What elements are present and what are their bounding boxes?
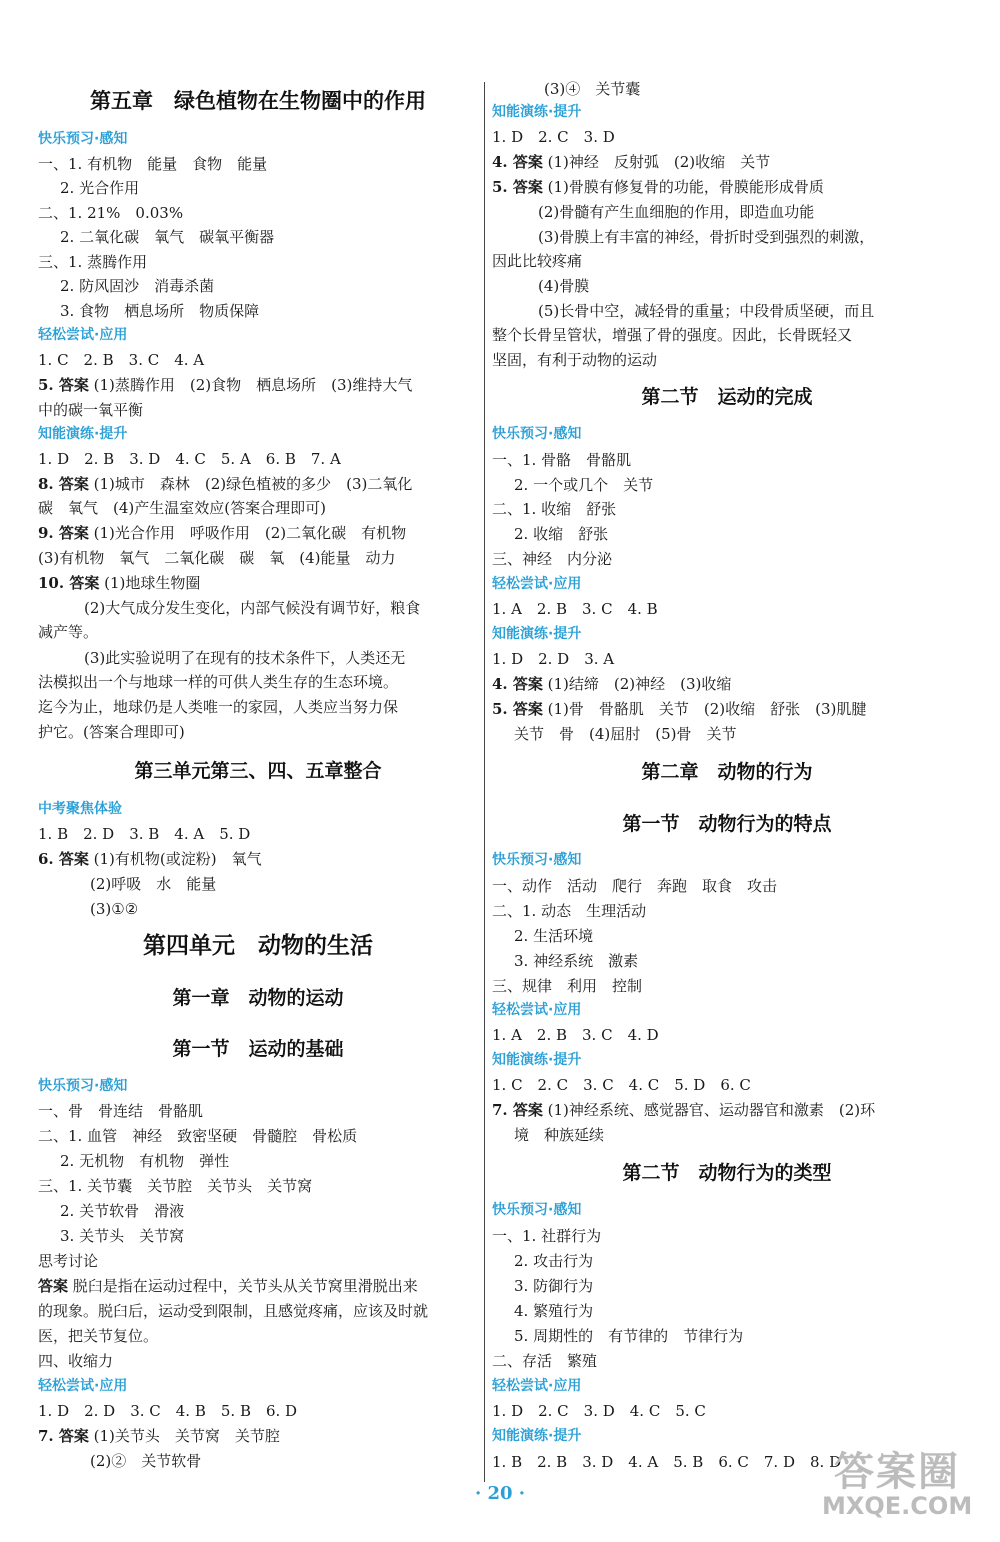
section-1-title: 第一节 动物行为的特点 [622, 813, 832, 835]
answer-line [492, 698, 866, 720]
answer-line: 一、1. 骨骼 骨骼肌 [492, 451, 632, 469]
section-label: 轻松尝试·应用 [492, 1378, 582, 1394]
chapter-2-title: 第二章 动物的行为 [641, 761, 813, 783]
answer-line: (2)大气成分发生变化，内部气候没有调节好，粮食 [84, 599, 421, 617]
section-2-title: 第二节 运动的完成 [641, 386, 813, 408]
answer-line: (4)骨膜 [538, 277, 590, 295]
answer-line: 一、1. 社群行为 [492, 1227, 602, 1245]
answer-line: 1. D 2. C 3. D 4. C 5. C [492, 1402, 706, 1420]
answer-text: (1)蒸腾作用 (2)食物 栖息场所 (3)维持大气 [88, 376, 413, 394]
answer-line: 1. B 2. B 3. D 4. A 5. B 6. C 7. D 8. D [492, 1453, 842, 1471]
answer-line: 医，把关节复位。 [38, 1327, 159, 1345]
answer-line: 1. D 2. C 3. D [492, 128, 615, 146]
answer-line: 碳 氧气 (4)产生温室效应(答案合理即可) [38, 499, 326, 517]
answer-line: 减产等。 [38, 623, 99, 641]
answer-text: (1)地球生物圈 [99, 574, 201, 592]
answer-label: 6. 答案 [38, 850, 89, 868]
section-2-title: 第二节 动物行为的类型 [622, 1162, 832, 1184]
answer-line: 1. D 2. D 3. C 4. B 5. B 6. D [38, 1402, 298, 1420]
answer-label: 4. 答案 [492, 153, 543, 171]
answer-line: 二、存活 繁殖 [492, 1352, 598, 1370]
answer-line: 一、骨 骨连结 骨骼肌 [38, 1102, 204, 1120]
answer-line: 1. D 2. D 3. A [492, 650, 615, 668]
answer-text: (1)城市 森林 (2)绿色植被的多少 (3)二氧化 [88, 475, 413, 493]
answer-text: (1)骨膜有修复骨的功能，骨膜能形成骨质 [542, 178, 824, 196]
answer-line: 整个长骨呈管状，增强了骨的强度。因此，长骨既轻又 [492, 326, 853, 344]
answer-text: (1)关节头 关节窝 关节腔 [88, 1427, 280, 1445]
answer-line: 3. 防御行为 [514, 1277, 594, 1295]
watermark-text: 答案圈 [834, 1449, 960, 1495]
answer-line: 关节 骨 (4)屈肘 (5)骨 关节 [514, 725, 737, 743]
answer-label: 7. 答案 [492, 1101, 543, 1119]
answer-line: 三、规律 利用 控制 [492, 977, 643, 995]
answer-line: 三、神经 内分泌 [492, 550, 613, 568]
answer-line [492, 151, 770, 173]
section-label: 知能演练·提升 [492, 1052, 582, 1068]
answer-line: 因此比较疼痛 [492, 252, 583, 270]
chapter-1-title: 第一章 动物的运动 [172, 987, 344, 1009]
answer-label: 答案 [38, 1277, 69, 1295]
answer-line: 三、1. 蒸腾作用 [38, 253, 148, 271]
answer-text: (1)神经系统、感觉器官、运动器官和激素 (2)环 [542, 1101, 876, 1119]
answer-line: 二、1. 21% 0.03% [38, 204, 184, 222]
column-divider [484, 82, 485, 1482]
answer-line [38, 522, 406, 544]
answer-line: 四、收缩力 [38, 1352, 114, 1370]
answer-line: (3)此实验说明了在现有的技术条件下，人类还无 [84, 649, 406, 667]
answer-label: 7. 答案 [38, 1427, 89, 1445]
answer-line: 二、1. 动态 生理活动 [492, 902, 647, 920]
answer-line: 2. 二氧化碳 氧气 碳氧平衡器 [60, 228, 275, 246]
answer-line: 中的碳一氧平衡 [38, 401, 144, 419]
watermark-url: MXQE.COM [822, 1492, 973, 1520]
section-label: 快乐预习·感知 [38, 1078, 128, 1094]
answer-line [38, 374, 412, 396]
answer-line: 一、动作 活动 爬行 奔跑 取食 攻击 [492, 877, 778, 895]
answer-line: 一、1. 有机物 能量 食物 能量 [38, 155, 268, 173]
section-label: 快乐预习·感知 [492, 1202, 582, 1218]
answer-label: 9. 答案 [38, 524, 89, 542]
section-label: 轻松尝试·应用 [38, 1378, 128, 1394]
answer-line: 二、1. 血管 神经 致密坚硬 骨髓腔 骨松质 [38, 1127, 358, 1145]
answer-line: 二、1. 收缩 舒张 [492, 500, 617, 518]
answer-label: 5. 答案 [38, 376, 89, 394]
answer-line: 1. A 2. B 3. C 4. D [492, 1026, 659, 1044]
answer-line: 1. A 2. B 3. C 4. B [492, 600, 658, 618]
discussion-heading: 思考讨论 [38, 1252, 99, 1270]
answer-label: 5. 答案 [492, 700, 543, 718]
answer-line [492, 176, 824, 198]
section-label: 快乐预习·感知 [492, 426, 582, 442]
answer-label: 4. 答案 [492, 675, 543, 693]
answer-line: (3)骨膜上有丰富的神经，骨折时受到强烈的刺激， [538, 228, 875, 246]
answer-line: 2. 收缩 舒张 [514, 525, 609, 543]
answer-line: 法模拟出一个与地球一样的可供人类生存的生态环境。 [38, 673, 399, 691]
answer-line: 三、1. 关节囊 关节腔 关节头 关节窝 [38, 1177, 313, 1195]
unit-3-summary-title: 第三单元第三、四、五章整合 [134, 760, 382, 782]
answer-text: (1)光合作用 呼吸作用 (2)二氧化碳 有机物 [88, 524, 407, 542]
answer-line [492, 1099, 875, 1121]
answer-line: (5)长骨中空，减轻骨的重量；中段骨质坚硬，而且 [538, 302, 875, 320]
answer-line: (3)有机物 氧气 二氧化碳 碳 氧 (4)能量 动力 [38, 549, 396, 567]
answer-line: 5. 周期性的 有节律的 节律行为 [514, 1327, 744, 1345]
section-label: 知能演练·提升 [492, 104, 582, 120]
answer-line [38, 1275, 418, 1297]
answer-line: (2)骨髓有产生血细胞的作用，即造血功能 [538, 203, 815, 221]
answer-line: 1. D 2. B 3. D 4. C 5. A 6. B 7. A [38, 450, 341, 468]
section-label: 轻松尝试·应用 [38, 327, 128, 343]
answer-line: 1. C 2. C 3. C 4. C 5. D 6. C [492, 1076, 751, 1094]
answer-line: (3)①② [90, 900, 139, 918]
unit-4-title: 第四单元 动物的生活 [143, 933, 373, 959]
answer-line: 迄今为止，地球仍是人类唯一的家园，人类应当努力保 [38, 698, 399, 716]
section-label: 轻松尝试·应用 [492, 1002, 582, 1018]
page-number: · 20 · [474, 1483, 526, 1504]
answer-line: 3. 关节头 关节窝 [60, 1227, 185, 1245]
answer-line: 的现象。脱臼后，运动受到限制，且感觉疼痛，应该及时就 [38, 1302, 429, 1320]
answer-text: (1)结缔 (2)神经 (3)收缩 [542, 675, 732, 693]
section-1-title: 第一节 运动的基础 [172, 1038, 344, 1060]
chapter-5-title: 第五章 绿色植物在生物圈中的作用 [90, 89, 426, 113]
answer-line: 2. 无机物 有机物 弹性 [60, 1152, 230, 1170]
answer-line: 护它。(答案合理即可) [38, 723, 185, 741]
answer-line: 1. C 2. B 3. C 4. A [38, 351, 205, 369]
section-label: 轻松尝试·应用 [492, 576, 582, 592]
answer-line: 1. B 2. D 3. B 4. A 5. D [38, 825, 251, 843]
answer-line [38, 572, 200, 594]
answer-text: (1)骨 骨骼肌 关节 (2)收缩 舒张 (3)肌腱 [542, 700, 867, 718]
section-label: 快乐预习·感知 [38, 131, 128, 147]
answer-line: 3. 神经系统 激素 [514, 952, 639, 970]
answer-line: 2. 光合作用 [60, 179, 140, 197]
answer-label: 5. 答案 [492, 178, 543, 196]
answer-line: 坚固，有利于动物的运动 [492, 351, 658, 369]
section-label: 快乐预习·感知 [492, 852, 582, 868]
answer-line [38, 848, 262, 870]
answer-line [492, 673, 731, 695]
answer-label: 10. 答案 [38, 574, 100, 592]
answer-text: 脱臼是指在运动过程中，关节头从关节窝里滑脱出来 [68, 1277, 418, 1295]
section-label: 知能演练·提升 [38, 426, 128, 442]
answer-label: 8. 答案 [38, 475, 89, 493]
answer-line: 2. 攻击行为 [514, 1252, 594, 1270]
answer-line [38, 1425, 280, 1447]
answer-line: 2. 关节软骨 滑液 [60, 1202, 185, 1220]
answer-line: 3. 食物 栖息场所 物质保障 [60, 302, 260, 320]
answer-line: (2)呼吸 水 能量 [90, 875, 217, 893]
answer-text: (1)神经 反射弧 (2)收缩 关节 [542, 153, 771, 171]
answer-line: 4. 繁殖行为 [514, 1302, 594, 1320]
section-label: 中考聚焦体验 [38, 801, 122, 817]
answer-line: 2. 一个或几个 关节 [514, 476, 654, 494]
section-label: 知能演练·提升 [492, 626, 582, 642]
answer-line [38, 473, 412, 495]
section-label: 知能演练·提升 [492, 1428, 582, 1444]
answer-line: 境 种族延续 [514, 1126, 605, 1144]
answer-text: (1)有机物(或淀粉) 氧气 [88, 850, 262, 868]
answer-line: 2. 生活环境 [514, 927, 594, 945]
answer-line: (2)② 关节软骨 [90, 1452, 202, 1470]
answer-line: (3)④ 关节囊 [544, 80, 641, 98]
watermark [818, 1440, 986, 1532]
answer-line: 2. 防风固沙 消毒杀菌 [60, 277, 215, 295]
